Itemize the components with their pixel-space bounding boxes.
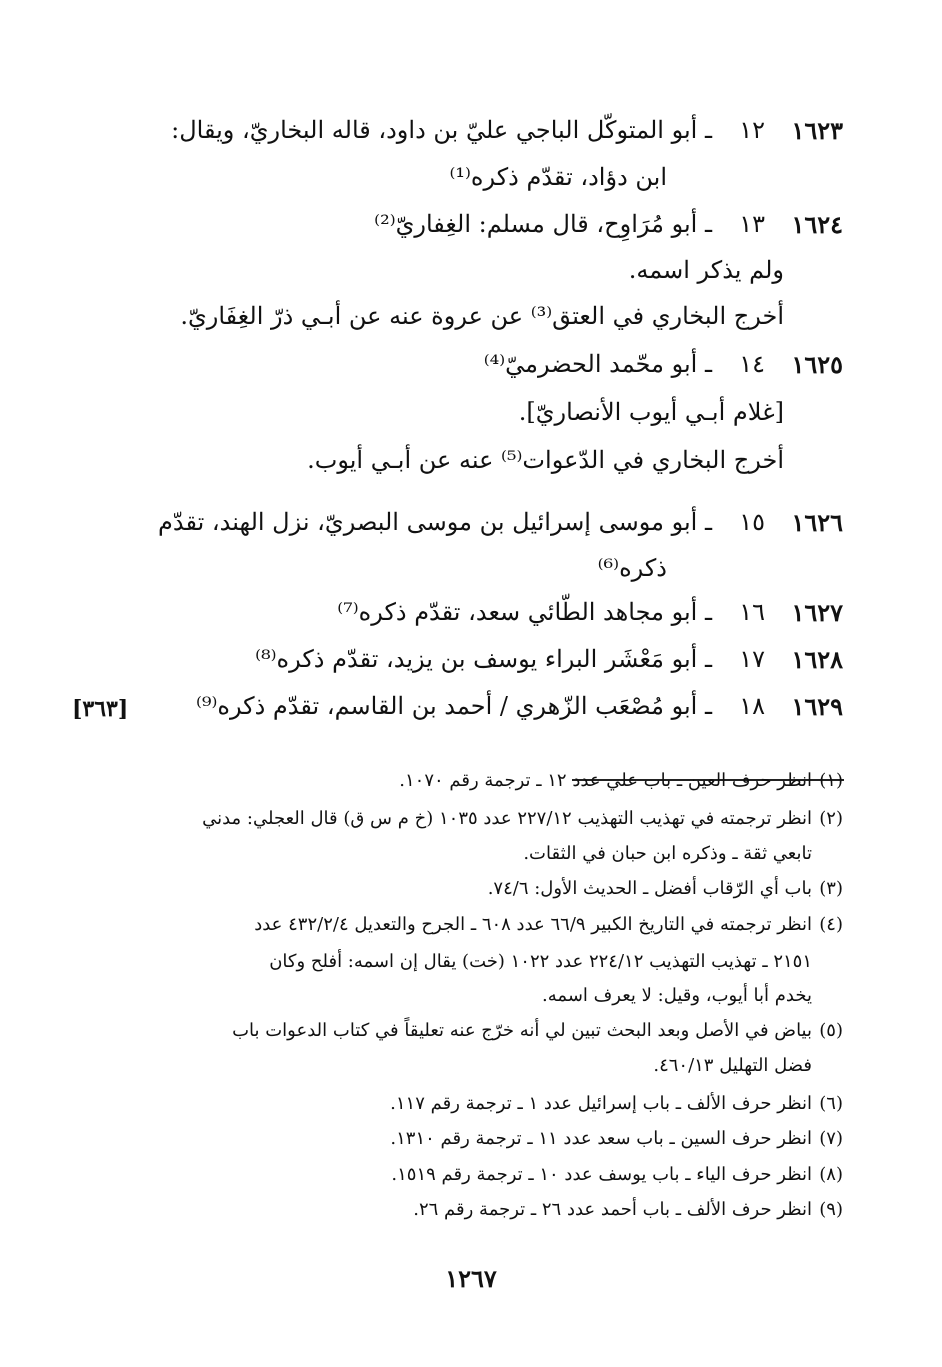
footnote-mark: (٩) xyxy=(819,1199,843,1220)
footnote-text: انظر ترجمته في التاريخ الكبير ٦٦/٩ عدد ٦٠٨ ـ الجرح والتعديل ٤٣٢/٢/٤ عدد xyxy=(254,914,812,935)
entry-index: ١٣ xyxy=(739,210,765,238)
footnote-text: انظر حرف السين ـ باب سعد عدد ١١ ـ ترجمة رقم ١٣١٠. xyxy=(390,1128,812,1149)
entry-text-line: ـ أبو مجاهد الطّائي سعد، تقدّم ذكره⁽⁷⁾ xyxy=(337,598,712,626)
page-number: ١٢٦٧ xyxy=(445,1264,497,1293)
entry-text-line: ـ أبو المتوكّل الباجي عليّ بن داود، قاله البخاريّ، ويقال: xyxy=(171,116,712,144)
footnote-text: فضل التهليل ٤٦٠/١٣. xyxy=(653,1055,812,1076)
entry-index: ١٨ xyxy=(739,692,765,720)
footnote-mark: (٥) xyxy=(819,1020,843,1041)
footnote-text: يخدم أبا أيوب، وقيل: لا يعرف اسمه. xyxy=(542,985,812,1006)
entry-text-line: أخرج البخاري في الدّعوات⁽⁵⁾ عنه عن أبـي أيوب. xyxy=(307,446,784,474)
entry-index: ١٦ xyxy=(739,598,765,626)
entry-text-line: ـ أبو موسى إسرائيل بن موسى البصريّ، نزل الهند، تقدّم xyxy=(158,508,712,536)
entry-index: ١٤ xyxy=(739,350,765,378)
footnote-text: بياض في الأصل وبعد البحث تبين لي أنه خرّج عنه تعليقاً في كتاب الدعوات باب xyxy=(232,1020,812,1041)
footnote-text: باب أي الرّقاب أفضل ـ الحديث الأول: ٧٤/٦. xyxy=(487,878,812,899)
entry-number: ١٦٢٥ xyxy=(791,350,843,379)
footnote-text: انظر حرف الياء ـ باب يوسف عدد ١٠ ـ ترجمة رقم ١٥١٩. xyxy=(391,1164,812,1185)
entry-text-line: ذكره⁽⁶⁾ xyxy=(597,554,667,582)
entry-text-line: [غلام أبـي أيوب الأنصاريّ]. xyxy=(518,398,784,426)
entry-number: ١٦٢٧ xyxy=(791,598,843,627)
footnote-mark: (١) xyxy=(819,770,843,791)
entry-text-line: ابن دؤاد، تقدّم ذكره⁽¹⁾ xyxy=(449,163,667,191)
entry-index: ١٢ xyxy=(739,116,765,144)
footnote-text: انظر ترجمته في تهذيب التهذيب ٢٢٧/١٢ عدد ١٠٣٥ (خ م س ق) قال العجلي: مدني xyxy=(202,808,812,829)
entry-text-line: ـ أبو مُصْعَب الزّهري / أحمد بن القاسم، تقدّم ذكره⁽⁹⁾ xyxy=(195,692,712,720)
entry-text-line: ـ أبو مَعْشَر البراء يوسف بن يزيد، تقدّم ذكره⁽⁸⁾ xyxy=(255,645,712,673)
entry-number: ١٦٢٤ xyxy=(791,210,843,239)
footnote-mark: (٧) xyxy=(819,1128,843,1149)
footnote-text: تابعي ثقة ـ وذكره ابن حبان في الثقات. xyxy=(523,843,812,864)
entry-text-line: ـ أبو محّمد الحضرميّ⁽⁴⁾ xyxy=(483,350,712,378)
entry-number: ١٦٢٩ xyxy=(791,692,843,721)
footnote-text: انظر حرف الألف ـ باب إسرائيل عدد ١ ـ ترجمة رقم ١١٧. xyxy=(390,1093,812,1114)
entry-text-line: ـ أبو مُرَاوِح، قال مسلم: الغِفاريّ⁽²⁾ xyxy=(374,210,712,238)
footnote-text: انظر حرف العين ـ باب علي عدد ١٢ ـ ترجمة رقم ١٠٧٠. xyxy=(399,770,812,791)
footnote-text: انظر حرف الألف ـ باب أحمد عدد ٢٦ ـ ترجمة رقم ٢٦. xyxy=(413,1199,812,1220)
entry-index: ١٥ xyxy=(739,508,765,536)
entry-index: ١٧ xyxy=(739,645,765,673)
entry-number: ١٦٢٣ xyxy=(791,116,843,145)
entry-number: ١٦٢٦ xyxy=(791,508,843,537)
footnote-mark: (٢) xyxy=(819,808,843,829)
entry-number: ١٦٢٨ xyxy=(791,645,843,674)
entry-text-line: ولم يذكر اسمه. xyxy=(628,256,784,284)
footnote-mark: (٣) xyxy=(819,878,843,899)
footnote-text: ٢١٥١ ـ تهذيب التهذيب ٢٢٤/١٢ عدد ١٠٢٢ (خت) يقال إن اسمه: أفلح وكان xyxy=(269,951,812,972)
entry-text-line: أخرج البخاري في العتق⁽³⁾ عن عروة عنه عن أبـي ذرّ الغِفَاريّ. xyxy=(180,302,784,330)
margin-page-reference: [٣٦٣] xyxy=(72,696,129,722)
footnote-mark: (٨) xyxy=(819,1164,843,1185)
footnote-mark: (٤) xyxy=(819,914,843,935)
footnote-mark: (٦) xyxy=(819,1093,843,1114)
